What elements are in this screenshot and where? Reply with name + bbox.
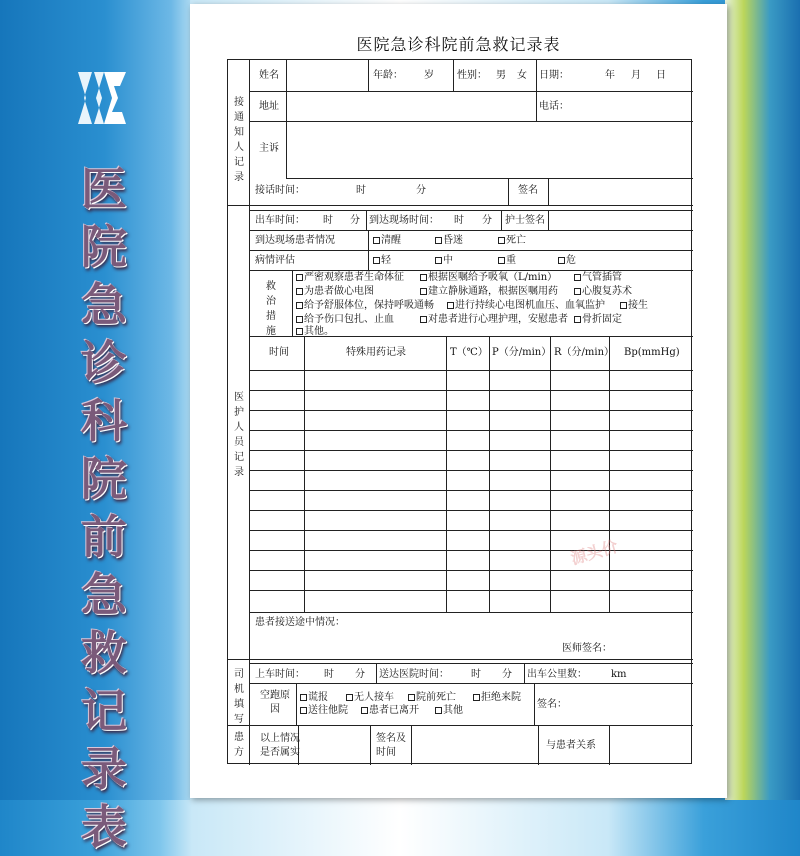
measure-item[interactable] <box>296 314 394 326</box>
measure-label: 给予舒服体位，保持呼吸通畅 <box>304 300 434 311</box>
empty-run-label: 空跑原因 <box>260 690 290 715</box>
checkbox-icon <box>296 316 303 323</box>
complaint-label: 主诉 <box>259 143 279 154</box>
transport-label: 患者接送途中情况： <box>255 617 345 628</box>
col-header-pulse: P（分/min） <box>492 347 552 358</box>
board-time-label: 上车时间： <box>255 669 305 680</box>
measure-label: 根据医嘱给予吸氧（L/min） <box>428 272 558 283</box>
reason-label: 无人接车 <box>354 692 394 703</box>
vtitle-char: 医 <box>81 162 127 216</box>
col-header-time: 时间 <box>269 347 289 358</box>
condition-coma[interactable] <box>435 235 463 247</box>
reception-sign-label: 签名 <box>518 185 538 196</box>
measure-item[interactable] <box>574 314 622 326</box>
condition-alert-label: 清醒 <box>381 235 401 246</box>
measure-label: 进行持续心电图机血压、血氧监护 <box>455 300 605 311</box>
checkbox-icon <box>408 694 415 701</box>
gender-label: 性别： <box>457 70 487 81</box>
checkbox-icon <box>420 288 427 295</box>
document-title: 医院急诊科院前急救记录表 <box>356 35 561 54</box>
reason-item[interactable] <box>473 692 521 704</box>
checkbox-icon <box>473 694 480 701</box>
reason-item[interactable] <box>300 692 328 704</box>
condition-alert[interactable] <box>373 235 401 247</box>
checkbox-icon <box>435 707 442 714</box>
section-patient-label: 患方 <box>234 732 244 758</box>
measure-label: 骨折固定 <box>582 314 622 325</box>
confirm-text: 以上情况是否属实 <box>260 733 300 758</box>
call-minute: 分 <box>416 185 426 196</box>
checkbox-icon <box>373 237 380 244</box>
age-label: 年龄： <box>373 70 403 81</box>
measure-item[interactable] <box>296 286 374 298</box>
checkbox-icon <box>558 257 565 264</box>
assess-severe[interactable] <box>498 255 516 267</box>
depart-minute: 分 <box>350 215 360 226</box>
driver-sign-label: 签名： <box>537 699 567 710</box>
arrive-time-label: 到达现场时间： <box>369 215 439 226</box>
vtitle-char: 表 <box>81 800 127 854</box>
assess-critical-label: 危 <box>566 255 576 266</box>
checkbox-icon <box>296 288 303 295</box>
measure-item[interactable] <box>420 286 558 298</box>
gender-male[interactable]: 男 <box>496 70 506 81</box>
measure-label: 严密观察患者生命体征 <box>304 272 404 283</box>
section-reception-label: 接通知人记录 <box>234 97 244 183</box>
confirm-label <box>260 732 308 760</box>
checkbox-icon <box>300 694 307 701</box>
arrive-hour: 时 <box>454 215 464 226</box>
condition-coma-label: 昏迷 <box>443 235 463 246</box>
sign-time-label <box>376 732 406 760</box>
condition-dead-label: 死亡 <box>506 235 526 246</box>
measure-item[interactable] <box>447 300 605 312</box>
measure-item[interactable] <box>296 300 434 312</box>
record-form <box>227 59 692 764</box>
depart-hour: 时 <box>323 215 333 226</box>
reason-item[interactable] <box>435 705 463 717</box>
assess-moderate-label: 中 <box>443 255 453 266</box>
checkbox-icon <box>346 694 353 701</box>
measure-label: 其他。 <box>304 326 334 337</box>
measure-item[interactable] <box>574 286 632 298</box>
hospital-hour: 时 <box>471 669 481 680</box>
section-medical-label: 医护人员记录 <box>234 392 244 478</box>
reason-item[interactable] <box>300 705 348 717</box>
reason-label: 院前死亡 <box>416 692 456 703</box>
assess-critical[interactable] <box>558 255 576 267</box>
address-label: 地址 <box>259 101 279 112</box>
condition-dead[interactable] <box>498 235 526 247</box>
measures-label: 救治措施 <box>266 281 276 337</box>
vtitle-char: 急 <box>81 278 127 332</box>
reason-item[interactable] <box>346 692 394 704</box>
mileage-label: 出车公里数： <box>527 669 587 680</box>
checkbox-icon <box>296 274 303 281</box>
vtitle-char: 急 <box>81 568 127 622</box>
checkbox-icon <box>361 707 368 714</box>
date-day: 日 <box>656 70 666 81</box>
board-minute: 分 <box>355 669 365 680</box>
assess-mild[interactable] <box>373 255 391 267</box>
arrive-minute: 分 <box>482 215 492 226</box>
checkbox-icon <box>574 316 581 323</box>
vtitle-char: 院 <box>81 452 127 506</box>
nurse-sign-label: 护士签名 <box>505 215 545 226</box>
call-hour: 时 <box>356 185 366 196</box>
measure-item[interactable] <box>420 272 557 284</box>
checkbox-icon <box>620 302 627 309</box>
assess-moderate[interactable] <box>435 255 453 267</box>
checkbox-icon <box>435 257 442 264</box>
phone-label: 电话： <box>539 101 569 112</box>
checkbox-icon <box>498 237 505 244</box>
measure-item[interactable] <box>620 300 648 312</box>
call-time-label: 接话时间： <box>255 185 305 196</box>
measure-label: 气管插管 <box>582 272 622 283</box>
col-header-temp: T（℃） <box>450 347 488 358</box>
assess-severe-label: 重 <box>506 255 516 266</box>
reason-label: 送往他院 <box>308 705 348 716</box>
checkbox-icon <box>498 257 505 264</box>
measure-label: 对患者进行心理护理，安慰患者 <box>428 314 568 325</box>
measure-label: 心腹复苏术 <box>582 286 632 297</box>
reason-label: 谎报 <box>308 692 328 703</box>
date-label: 日期： <box>539 70 569 81</box>
condition-label: 到达现场患者情况 <box>255 235 335 246</box>
right-decor-band <box>725 0 800 800</box>
col-header-drug: 特殊用药记录 <box>346 347 406 358</box>
checkbox-icon <box>296 328 303 335</box>
vtitle-char: 院 <box>81 220 127 274</box>
checkbox-icon <box>435 237 442 244</box>
vertical-title <box>74 160 134 856</box>
date-year: 年 <box>605 70 615 81</box>
watermark: 源头价 <box>568 536 620 569</box>
reason-label: 其他 <box>443 705 463 716</box>
reason-label: 拒绝来院 <box>481 692 521 703</box>
vtitle-char: 救 <box>81 626 127 680</box>
brand-logo-icon <box>74 66 130 130</box>
measure-label: 接生 <box>628 300 648 311</box>
vtitle-char: 科 <box>81 394 127 448</box>
vtitle-char: 前 <box>81 510 127 564</box>
measure-label: 建立静脉通路，根据医嘱用药 <box>428 286 558 297</box>
checkbox-icon <box>373 257 380 264</box>
checkbox-icon <box>447 302 454 309</box>
measure-item[interactable] <box>420 314 568 326</box>
vtitle-char: 录 <box>81 742 127 796</box>
age-unit: 岁 <box>424 70 434 81</box>
measure-item[interactable] <box>296 272 404 284</box>
reason-item[interactable] <box>361 705 419 717</box>
vtitle-char: 记 <box>81 684 127 738</box>
depart-time-label: 出车时间： <box>255 215 305 226</box>
checkbox-icon <box>420 316 427 323</box>
form-paper <box>190 4 727 798</box>
checkbox-icon <box>420 274 427 281</box>
measure-item[interactable] <box>574 272 622 284</box>
arrive-hospital-label: 送达医院时间： <box>379 669 449 680</box>
checkbox-icon <box>574 288 581 295</box>
gender-female[interactable]: 女 <box>517 70 527 81</box>
checkbox-icon <box>300 707 307 714</box>
measure-label: 为患者做心电图 <box>304 286 374 297</box>
checkbox-icon <box>574 274 581 281</box>
mileage-unit: km <box>611 669 627 680</box>
doctor-sign-label: 医师签名： <box>562 643 612 654</box>
sign-time-text: 签名及时间 <box>376 733 406 758</box>
assess-label: 病情评估 <box>255 255 295 266</box>
assess-mild-label: 轻 <box>381 255 391 266</box>
section-driver-label: 司机填写 <box>234 669 244 725</box>
reason-item[interactable] <box>408 692 456 704</box>
hospital-minute: 分 <box>502 669 512 680</box>
measure-label: 给予伤口包扎、止血 <box>304 314 394 325</box>
vtitle-char: 诊 <box>81 336 127 390</box>
col-header-resp: R（分/min） <box>554 347 615 358</box>
reason-label: 患者已离开 <box>369 705 419 716</box>
name-label: 姓名 <box>259 70 279 81</box>
board-hour: 时 <box>324 669 334 680</box>
checkbox-icon <box>296 302 303 309</box>
date-month: 月 <box>631 70 641 81</box>
col-header-bp: Bp(mmHg) <box>624 347 680 358</box>
relation-label: 与患者关系 <box>546 740 596 751</box>
